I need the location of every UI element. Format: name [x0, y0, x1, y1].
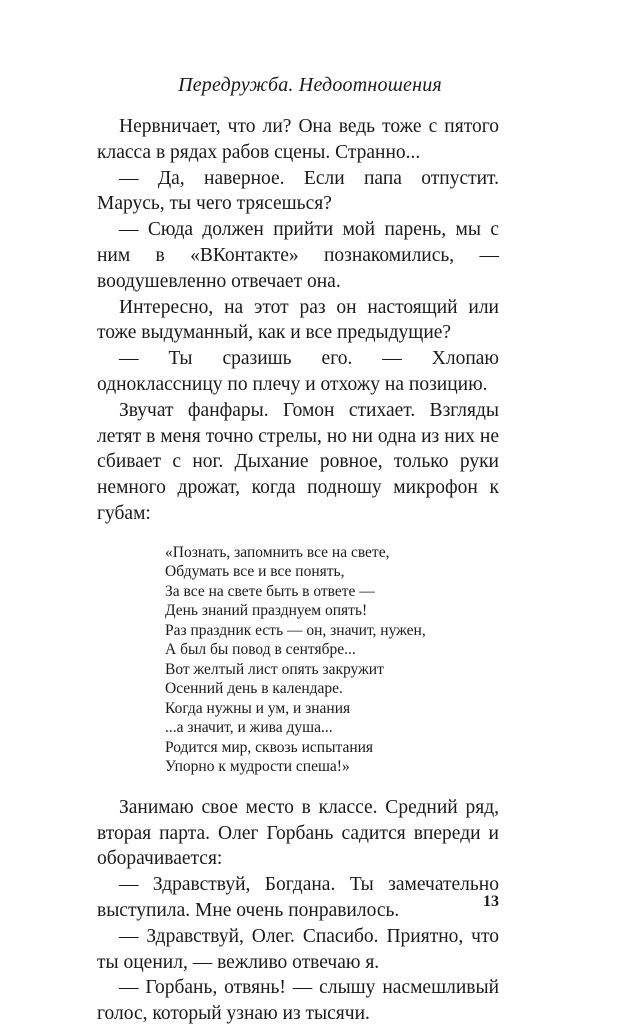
poem-line: Раз праздник есть — он, значит, нужен,: [165, 621, 426, 639]
paragraph: Нервничает, что ли? Она ведь тоже с пятого класса в рядах рабов сцены. Странно...: [97, 116, 499, 163]
paragraph: — Ты сразишь его. — Хлопаю одноклассницу по плечу и отхожу на позицию.: [97, 348, 499, 395]
poem-line: «Познать, запомнить все на свете,: [165, 543, 390, 561]
paragraph: — Горбань, отвянь! — слышу насмешливый голос, который узнаю из тысячи.: [97, 977, 499, 1025]
page-number: 13: [483, 893, 499, 910]
paragraph: — Сюда должен прийти мой парень, мы с ним в «ВКонтакте» познакомились, — воодушевленно отвечает она.: [97, 219, 499, 292]
poem-line: Обдумать все и все понять,: [165, 563, 345, 581]
paragraph: Занимаю свое место в классе. Средний ряд, вторая парта. Олег Горбань садится впереди и оборачивается:: [97, 796, 499, 870]
poem: [165, 543, 499, 777]
paragraph: Интересно, на этот раз он настоящий или тоже выдуманный, как и все предыдущие?: [97, 296, 499, 344]
poem-line: А был бы повод в сентябре...: [165, 641, 356, 659]
poem-line: День знаний празднуем опять!: [165, 602, 368, 620]
poem-line: За все на свете быть в ответе —: [165, 582, 375, 600]
poem-line: Когда нужны и ум, и знания: [165, 699, 351, 717]
poem-line: Вот желтый лист опять закружит: [165, 660, 384, 678]
poem-line: Осенний день в календаре.: [165, 680, 343, 698]
body-text: [97, 114, 499, 1027]
paragraph: Звучат фанфары. Гомон стихает. Взгляды летят в меня точно стрелы, но ни одна из них не сбивает с ног. Дыхание ровное, только руки немного дрожат, когда подношу микрофон к губам:: [97, 399, 499, 524]
running-head: Передружба. Недоотношения: [178, 74, 442, 96]
poem-line: Родится мир, сквозь испытания: [165, 738, 374, 756]
paragraph: — Да, наверное. Если папа отпустит. Марусь, ты чего трясешься?: [97, 167, 499, 215]
poem-line: Упорно к мудрости спеша!»: [165, 758, 350, 776]
paragraph: — Здравствуй, Олег. Спасибо. Приятно, что ты оценил, — вежливо отвечаю я.: [97, 925, 499, 973]
paragraph: — Здравствуй, Богдана. Ты замечательно выступила. Мне очень понравилось.: [97, 874, 499, 921]
poem-line: ...а значит, и жива душа...: [165, 719, 333, 737]
